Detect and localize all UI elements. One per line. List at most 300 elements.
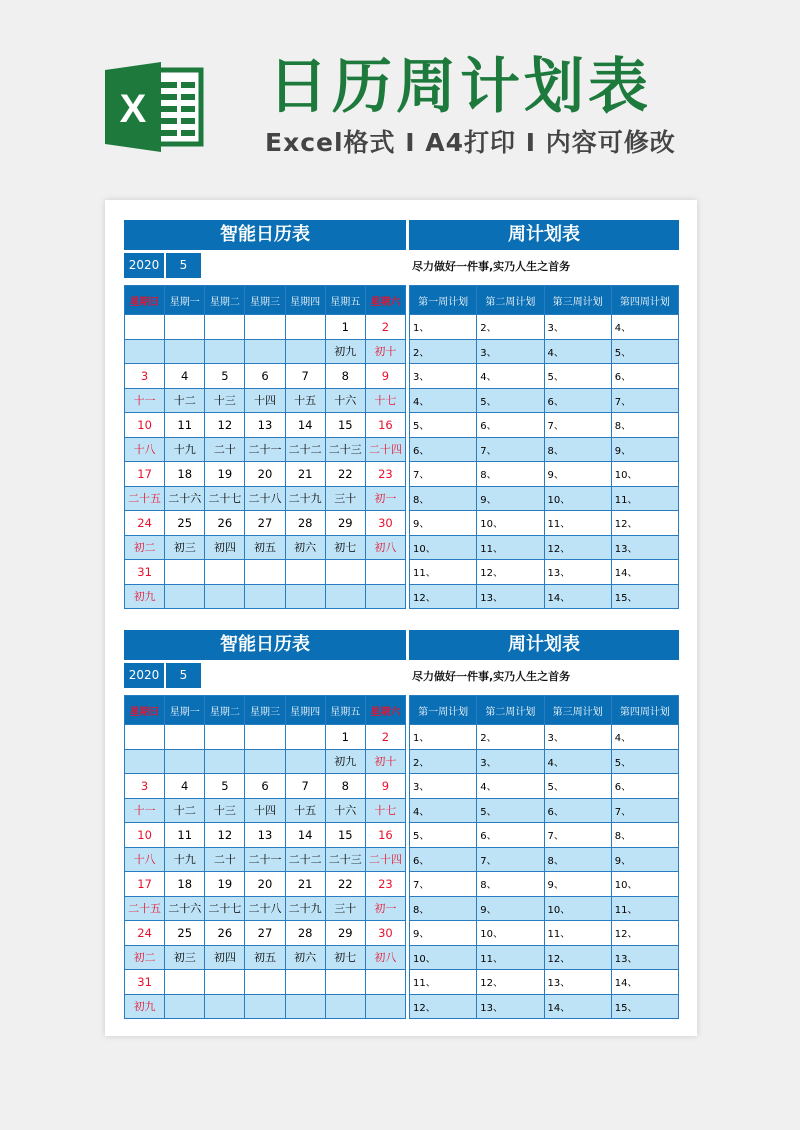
calendar-cell[interactable]: 1	[325, 315, 365, 340]
calendar-cell[interactable]	[365, 994, 405, 1019]
calendar-cell[interactable]: 二十四	[365, 437, 405, 462]
year-month-row	[124, 663, 406, 688]
calendar-cell[interactable]: 初二	[125, 945, 165, 970]
calendar-cell[interactable]: 26	[205, 511, 245, 536]
plan-cell[interactable]: 6、	[544, 798, 611, 823]
motto-text: 尽力做好一件事,实乃人生之首务	[412, 260, 571, 273]
calendar-cell[interactable]	[365, 970, 405, 995]
plan-cell[interactable]: 9、	[410, 511, 477, 536]
plan-cell[interactable]: 10、	[477, 921, 544, 946]
calendar-cell[interactable]: 初八	[365, 535, 405, 560]
calendar-cell[interactable]: 三十	[325, 486, 365, 511]
calendar-cell[interactable]	[285, 725, 325, 750]
plan-cell[interactable]: 11、	[611, 896, 678, 921]
calendar-cell[interactable]	[205, 584, 245, 609]
plan-cell[interactable]: 10、	[410, 535, 477, 560]
plan-cell[interactable]: 9、	[477, 896, 544, 921]
calendar-cell[interactable]: 十八	[125, 847, 165, 872]
calendar-cell[interactable]	[245, 725, 285, 750]
plan-cell[interactable]: 1、	[410, 725, 477, 750]
plan-cell[interactable]: 4、	[544, 749, 611, 774]
calendar-cell[interactable]: 29	[325, 921, 365, 946]
calendar-cell[interactable]: 25	[165, 921, 205, 946]
calendar-cell[interactable]: 初四	[205, 535, 245, 560]
calendar-cell[interactable]: 14	[285, 823, 325, 848]
calendar-cell[interactable]: 20	[245, 872, 285, 897]
calendar-cell[interactable]	[125, 315, 165, 340]
calendar-cell[interactable]: 7	[285, 774, 325, 799]
calendar-cell[interactable]: 21	[285, 872, 325, 897]
calendar-block	[124, 220, 679, 610]
plan-cell[interactable]: 5、	[611, 339, 678, 364]
calendar-cell[interactable]: 13	[245, 823, 285, 848]
plan-cell[interactable]: 3、	[410, 774, 477, 799]
plan-cell[interactable]: 8、	[410, 486, 477, 511]
calendar-cell[interactable]: 8	[325, 364, 365, 389]
calendar-cell[interactable]: 初九	[125, 584, 165, 609]
weekday-header: 星期五	[325, 696, 365, 725]
plan-cell[interactable]: 5、	[544, 774, 611, 799]
calendar-cell[interactable]: 18	[165, 462, 205, 487]
calendar-cell[interactable]: 十六	[325, 388, 365, 413]
calendar-cell[interactable]	[285, 749, 325, 774]
calendar-cell[interactable]: 31	[125, 970, 165, 995]
calendar-cell[interactable]: 4	[165, 774, 205, 799]
calendar-cell[interactable]: 十七	[365, 798, 405, 823]
page-subtitle: Excel格式 I A4打印 I 内容可修改	[265, 128, 676, 157]
calendar-cell[interactable]: 16	[365, 823, 405, 848]
plan-cell[interactable]: 13、	[611, 945, 678, 970]
calendar-cell[interactable]	[165, 749, 205, 774]
calendar-cell[interactable]: 二十九	[285, 486, 325, 511]
week-plan-header: 第一周计划	[410, 696, 477, 725]
plan-title: 周计划表	[409, 630, 679, 660]
plan-cell[interactable]: 4、	[611, 725, 678, 750]
plan-cell[interactable]: 12、	[544, 535, 611, 560]
calendar-cell[interactable]: 初九	[325, 749, 365, 774]
calendar-cell[interactable]: 2	[365, 315, 405, 340]
calendar-cell[interactable]: 19	[205, 872, 245, 897]
calendar-cell[interactable]: 16	[365, 413, 405, 438]
plan-cell[interactable]: 7、	[544, 413, 611, 438]
calendar-cell[interactable]: 28	[285, 511, 325, 536]
calendar-cell[interactable]	[245, 970, 285, 995]
calendar-cell[interactable]: 十一	[125, 798, 165, 823]
calendar-cell[interactable]: 26	[205, 921, 245, 946]
plan-cell[interactable]: 13、	[544, 970, 611, 995]
calendar-cell[interactable]	[125, 725, 165, 750]
plan-cell[interactable]: 13、	[544, 560, 611, 585]
calendar-cell[interactable]: 二十二	[285, 437, 325, 462]
plan-cell[interactable]: 9、	[611, 437, 678, 462]
calendar-cell[interactable]: 23	[365, 462, 405, 487]
calendar-cell[interactable]: 二十六	[165, 486, 205, 511]
plan-cell[interactable]: 3、	[544, 315, 611, 340]
calendar-cell[interactable]: 初十	[365, 749, 405, 774]
calendar-cell[interactable]: 十一	[125, 388, 165, 413]
calendar-cell[interactable]: 二十四	[365, 847, 405, 872]
calendar-cell[interactable]: 24	[125, 511, 165, 536]
plan-cell[interactable]: 7、	[611, 798, 678, 823]
plan-cell[interactable]: 6、	[544, 388, 611, 413]
plan-cell[interactable]: 8、	[611, 823, 678, 848]
calendar-cell[interactable]: 二十六	[165, 896, 205, 921]
plan-cell[interactable]: 14、	[611, 970, 678, 995]
calendar-cell[interactable]: 22	[325, 872, 365, 897]
calendar-cell[interactable]: 初三	[165, 945, 205, 970]
calendar-cell[interactable]: 三十	[325, 896, 365, 921]
calendar-cell[interactable]: 2	[365, 725, 405, 750]
week-header-row	[410, 696, 679, 725]
plan-cell[interactable]: 7、	[410, 462, 477, 487]
plan-cell[interactable]: 9、	[477, 486, 544, 511]
calendar-row	[125, 749, 406, 774]
plan-cell[interactable]: 2、	[477, 725, 544, 750]
calendar-row	[125, 364, 406, 389]
plan-cell[interactable]: 7、	[410, 872, 477, 897]
calendar-cell[interactable]: 18	[165, 872, 205, 897]
calendar-cell[interactable]: 十四	[245, 798, 285, 823]
plan-cell[interactable]: 8、	[611, 413, 678, 438]
calendar-cell[interactable]: 十三	[205, 388, 245, 413]
calendar-cell[interactable]	[245, 339, 285, 364]
calendar-cell[interactable]: 初八	[365, 945, 405, 970]
calendar-panel	[124, 220, 406, 609]
weekday-header: 星期二	[205, 286, 245, 315]
calendar-cell[interactable]: 二十二	[285, 847, 325, 872]
calendar-cell[interactable]: 初六	[285, 535, 325, 560]
plan-cell[interactable]: 5、	[410, 413, 477, 438]
plan-cell[interactable]: 14、	[544, 584, 611, 609]
calendar-cell[interactable]	[325, 970, 365, 995]
calendar-cell[interactable]: 11	[165, 413, 205, 438]
calendar-cell[interactable]	[205, 970, 245, 995]
plan-cell[interactable]: 7、	[477, 847, 544, 872]
plan-cell[interactable]: 13、	[611, 535, 678, 560]
calendar-cell[interactable]: 14	[285, 413, 325, 438]
calendar-cell[interactable]: 二十九	[285, 896, 325, 921]
plan-cell[interactable]: 11、	[477, 945, 544, 970]
calendar-cell[interactable]: 6	[245, 774, 285, 799]
calendar-cell[interactable]: 27	[245, 921, 285, 946]
calendar-cell[interactable]	[245, 315, 285, 340]
calendar-cell[interactable]: 十五	[285, 798, 325, 823]
calendar-cell[interactable]: 初五	[245, 535, 285, 560]
calendar-cell[interactable]	[205, 339, 245, 364]
year-cell[interactable]: 2020	[124, 253, 164, 278]
plan-cell[interactable]: 11、	[410, 560, 477, 585]
plan-cell[interactable]: 5、	[410, 823, 477, 848]
calendar-cell[interactable]: 4	[165, 364, 205, 389]
calendar-cell[interactable]: 7	[285, 364, 325, 389]
weekday-header: 星期六	[365, 286, 405, 315]
calendar-cell[interactable]: 初七	[325, 945, 365, 970]
calendar-cell[interactable]	[285, 339, 325, 364]
plan-cell[interactable]: 10、	[477, 511, 544, 536]
plan-cell[interactable]: 4、	[477, 364, 544, 389]
plan-cell[interactable]: 12、	[410, 994, 477, 1019]
plan-row	[410, 364, 679, 389]
calendar-row	[125, 798, 406, 823]
plan-cell[interactable]: 4、	[477, 774, 544, 799]
plan-cell[interactable]: 12、	[477, 970, 544, 995]
calendar-cell[interactable]	[245, 749, 285, 774]
calendar-cell[interactable]: 29	[325, 511, 365, 536]
calendar-cell[interactable]: 8	[325, 774, 365, 799]
calendar-cell[interactable]: 6	[245, 364, 285, 389]
calendar-cell[interactable]: 12	[205, 823, 245, 848]
plan-cell[interactable]: 7、	[544, 823, 611, 848]
calendar-cell[interactable]	[165, 725, 205, 750]
calendar-cell[interactable]: 初十	[365, 339, 405, 364]
calendar-cell[interactable]: 3	[125, 364, 165, 389]
plan-cell[interactable]: 12、	[544, 945, 611, 970]
calendar-cell[interactable]: 31	[125, 560, 165, 585]
calendar-cell[interactable]: 15	[325, 413, 365, 438]
calendar-cell[interactable]	[245, 584, 285, 609]
plan-cell[interactable]: 6、	[410, 847, 477, 872]
plan-cell[interactable]: 9、	[544, 462, 611, 487]
calendar-cell[interactable]: 22	[325, 462, 365, 487]
calendar-cell[interactable]	[165, 560, 205, 585]
calendar-cell[interactable]	[245, 560, 285, 585]
calendar-cell[interactable]: 二十七	[205, 896, 245, 921]
calendar-cell[interactable]: 9	[365, 774, 405, 799]
calendar-row	[125, 896, 406, 921]
excel-logo-icon	[105, 62, 205, 152]
calendar-cell[interactable]: 二十八	[245, 896, 285, 921]
plan-cell[interactable]: 8、	[477, 462, 544, 487]
calendar-cell[interactable]: 30	[365, 511, 405, 536]
week-header-row	[410, 286, 679, 315]
plan-cell[interactable]: 12、	[410, 584, 477, 609]
calendar-cell[interactable]: 初九	[125, 994, 165, 1019]
calendar-cell[interactable]	[285, 584, 325, 609]
calendar-cell[interactable]	[285, 560, 325, 585]
plan-cell[interactable]: 8、	[477, 872, 544, 897]
calendar-cell[interactable]: 3	[125, 774, 165, 799]
plan-row	[410, 749, 679, 774]
calendar-cell[interactable]: 二十三	[325, 847, 365, 872]
calendar-cell[interactable]	[365, 584, 405, 609]
plan-cell[interactable]: 10、	[544, 896, 611, 921]
plan-cell[interactable]: 5、	[544, 364, 611, 389]
year-cell[interactable]: 2020	[124, 663, 164, 688]
calendar-cell[interactable]: 17	[125, 872, 165, 897]
plan-cell[interactable]: 4、	[410, 388, 477, 413]
plan-cell[interactable]: 8、	[544, 437, 611, 462]
calendar-cell[interactable]: 十八	[125, 437, 165, 462]
plan-cell[interactable]: 13、	[477, 994, 544, 1019]
calendar-cell[interactable]: 二十三	[325, 437, 365, 462]
calendar-cell[interactable]: 12	[205, 413, 245, 438]
calendar-cell[interactable]: 5	[205, 774, 245, 799]
calendar-cell[interactable]	[365, 560, 405, 585]
plan-cell[interactable]: 10、	[410, 945, 477, 970]
calendar-cell[interactable]: 二十八	[245, 486, 285, 511]
calendar-cell[interactable]: 19	[205, 462, 245, 487]
calendar-cell[interactable]: 初五	[245, 945, 285, 970]
plan-cell[interactable]: 3、	[544, 725, 611, 750]
plan-cell[interactable]: 12、	[611, 921, 678, 946]
plan-cell[interactable]: 8、	[410, 896, 477, 921]
calendar-cell[interactable]: 24	[125, 921, 165, 946]
calendar-cell[interactable]	[285, 970, 325, 995]
calendar-cell[interactable]: 初二	[125, 535, 165, 560]
calendar-cell[interactable]: 初四	[205, 945, 245, 970]
plan-cell[interactable]: 2、	[410, 749, 477, 774]
plan-cell[interactable]: 2、	[410, 339, 477, 364]
calendar-cell[interactable]: 1	[325, 725, 365, 750]
calendar-cell[interactable]: 初六	[285, 945, 325, 970]
calendar-cell[interactable]: 15	[325, 823, 365, 848]
plan-cell[interactable]: 15、	[611, 994, 678, 1019]
plan-cell[interactable]: 9、	[410, 921, 477, 946]
calendar-cell[interactable]: 二十七	[205, 486, 245, 511]
calendar-cell[interactable]	[205, 994, 245, 1019]
calendar-cell[interactable]	[165, 994, 205, 1019]
calendar-cell[interactable]: 20	[245, 462, 285, 487]
calendar-cell[interactable]	[285, 994, 325, 1019]
plan-cell[interactable]: 11、	[544, 921, 611, 946]
calendar-cell[interactable]: 21	[285, 462, 325, 487]
calendar-cell[interactable]	[325, 994, 365, 1019]
month-cell[interactable]: 5	[166, 253, 201, 278]
plan-cell[interactable]: 11、	[410, 970, 477, 995]
plan-cell[interactable]: 15、	[611, 584, 678, 609]
plan-cell[interactable]: 10、	[611, 872, 678, 897]
calendar-cell[interactable]: 十四	[245, 388, 285, 413]
calendar-cell[interactable]	[325, 560, 365, 585]
calendar-cell[interactable]: 9	[365, 364, 405, 389]
calendar-cell[interactable]: 10	[125, 413, 165, 438]
plan-cell[interactable]: 14、	[611, 560, 678, 585]
calendar-row	[125, 774, 406, 799]
plan-cell[interactable]: 6、	[410, 437, 477, 462]
plan-cell[interactable]: 7、	[477, 437, 544, 462]
calendar-cell[interactable]	[125, 749, 165, 774]
plan-cell[interactable]: 11、	[544, 511, 611, 536]
plan-row	[410, 823, 679, 848]
calendar-cell[interactable]: 二十一	[245, 847, 285, 872]
plan-cell[interactable]: 13、	[477, 584, 544, 609]
calendar-row	[125, 511, 406, 536]
calendar-row	[125, 823, 406, 848]
calendar-cell[interactable]: 十七	[365, 388, 405, 413]
calendar-cell[interactable]: 初一	[365, 896, 405, 921]
plan-cell[interactable]: 2、	[477, 315, 544, 340]
calendar-cell[interactable]: 十二	[165, 388, 205, 413]
plan-cell[interactable]: 7、	[611, 388, 678, 413]
calendar-cell[interactable]: 十九	[165, 437, 205, 462]
calendar-cell[interactable]	[165, 970, 205, 995]
calendar-cell[interactable]	[325, 584, 365, 609]
calendar-cell[interactable]: 11	[165, 823, 205, 848]
plan-cell[interactable]: 5、	[477, 388, 544, 413]
calendar-cell[interactable]	[165, 339, 205, 364]
calendar-cell[interactable]	[125, 339, 165, 364]
plan-row	[410, 560, 679, 585]
plan-cell[interactable]: 6、	[611, 364, 678, 389]
calendar-cell[interactable]: 17	[125, 462, 165, 487]
plan-cell[interactable]: 4、	[410, 798, 477, 823]
calendar-cell[interactable]: 二十一	[245, 437, 285, 462]
plan-cell[interactable]: 3、	[477, 339, 544, 364]
calendar-cell[interactable]: 二十	[205, 847, 245, 872]
calendar-cell[interactable]: 十六	[325, 798, 365, 823]
calendar-cell[interactable]: 27	[245, 511, 285, 536]
calendar-cell[interactable]: 25	[165, 511, 205, 536]
calendar-cell[interactable]: 二十五	[125, 486, 165, 511]
plan-cell[interactable]: 9、	[611, 847, 678, 872]
plan-cell[interactable]: 5、	[477, 798, 544, 823]
week-plan-header: 第三周计划	[544, 286, 611, 315]
calendar-cell[interactable]	[165, 315, 205, 340]
calendar-row	[125, 994, 406, 1019]
calendar-cell[interactable]: 十三	[205, 798, 245, 823]
calendar-cell[interactable]	[205, 560, 245, 585]
calendar-cell[interactable]	[205, 315, 245, 340]
calendar-cell[interactable]	[285, 315, 325, 340]
plan-cell[interactable]: 14、	[544, 994, 611, 1019]
calendar-cell[interactable]: 十二	[165, 798, 205, 823]
calendar-cell[interactable]: 十五	[285, 388, 325, 413]
plan-cell[interactable]: 11、	[477, 535, 544, 560]
calendar-cell[interactable]: 13	[245, 413, 285, 438]
calendar-row	[125, 486, 406, 511]
plan-cell[interactable]: 6、	[477, 413, 544, 438]
plan-cell[interactable]: 1、	[410, 315, 477, 340]
plan-cell[interactable]: 6、	[611, 774, 678, 799]
calendar-cell[interactable]	[165, 584, 205, 609]
plan-cell[interactable]: 12、	[477, 560, 544, 585]
calendar-cell[interactable]: 10	[125, 823, 165, 848]
calendar-cell[interactable]: 28	[285, 921, 325, 946]
calendar-cell[interactable]: 初九	[325, 339, 365, 364]
month-cell[interactable]: 5	[166, 663, 201, 688]
calendar-cell[interactable]	[245, 994, 285, 1019]
calendar-cell[interactable]: 30	[365, 921, 405, 946]
plan-cell[interactable]: 10、	[611, 462, 678, 487]
calendar-cell[interactable]: 初七	[325, 535, 365, 560]
calendar-cell[interactable]: 二十五	[125, 896, 165, 921]
plan-cell[interactable]: 6、	[477, 823, 544, 848]
calendar-cell[interactable]	[205, 749, 245, 774]
plan-cell[interactable]: 10、	[544, 486, 611, 511]
plan-cell[interactable]: 3、	[477, 749, 544, 774]
plan-cell[interactable]: 11、	[611, 486, 678, 511]
calendar-cell[interactable]: 十九	[165, 847, 205, 872]
plan-row	[410, 486, 679, 511]
plan-cell[interactable]: 3、	[410, 364, 477, 389]
plan-cell[interactable]: 12、	[611, 511, 678, 536]
plan-cell[interactable]: 4、	[544, 339, 611, 364]
calendar-row	[125, 921, 406, 946]
calendar-row	[125, 945, 406, 970]
plan-cell[interactable]: 4、	[611, 315, 678, 340]
plan-row	[410, 994, 679, 1019]
motto-text: 尽力做好一件事,实乃人生之首务	[412, 670, 571, 683]
calendar-cell[interactable]: 5	[205, 364, 245, 389]
calendar-cell[interactable]: 初三	[165, 535, 205, 560]
plan-cell[interactable]: 5、	[611, 749, 678, 774]
calendar-cell[interactable]: 二十	[205, 437, 245, 462]
calendar-cell[interactable]: 23	[365, 872, 405, 897]
plan-cell[interactable]: 9、	[544, 872, 611, 897]
calendar-cell[interactable]: 初一	[365, 486, 405, 511]
plan-cell[interactable]: 8、	[544, 847, 611, 872]
calendar-cell[interactable]	[205, 725, 245, 750]
